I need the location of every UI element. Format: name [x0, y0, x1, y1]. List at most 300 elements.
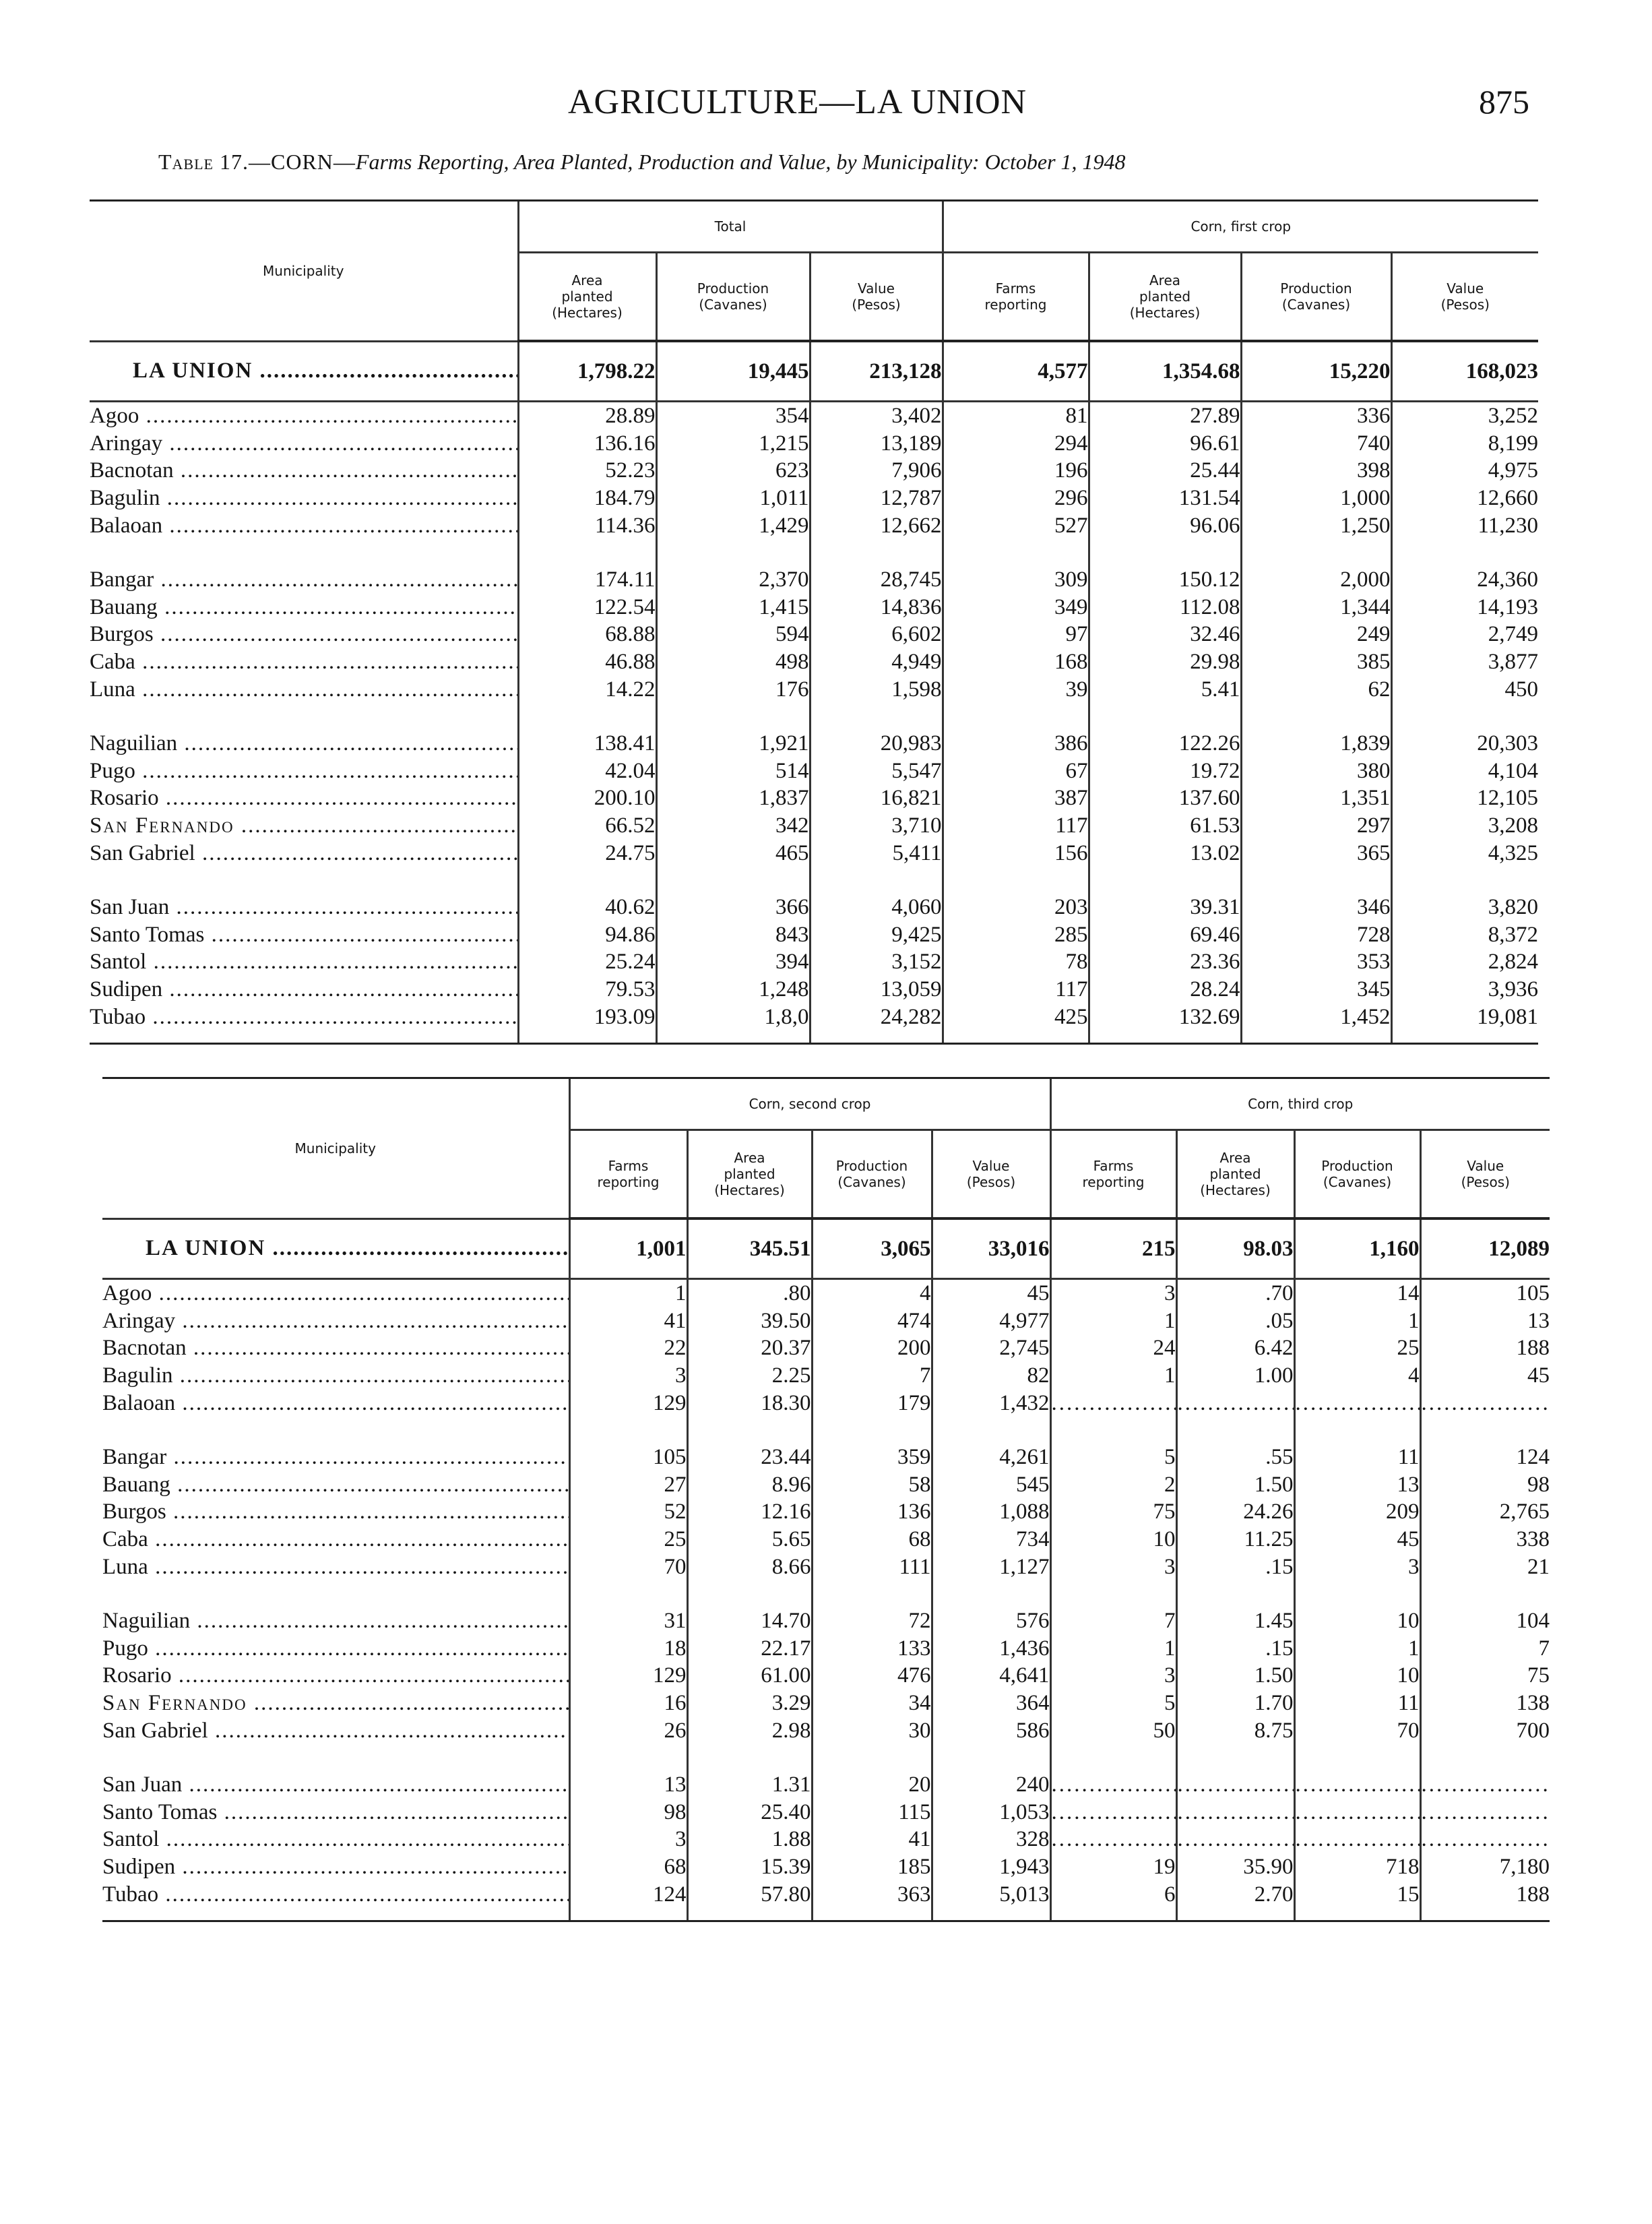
- table-cell: 176: [656, 675, 810, 703]
- table-cell: 4,104: [1391, 758, 1538, 785]
- table-cell: .05: [1176, 1307, 1294, 1335]
- table-row: [90, 921, 1538, 949]
- corn-total-first-crop-table: [90, 199, 1538, 1045]
- table-cell: 18: [569, 1635, 687, 1663]
- table-cell: 4: [1294, 1362, 1420, 1390]
- table-body: [102, 1218, 1550, 1921]
- table-cell: 2,765: [1420, 1498, 1550, 1526]
- empty-cell: [1176, 1799, 1294, 1826]
- table-cell: 3.29: [687, 1690, 812, 1717]
- table-cell: 52: [569, 1498, 687, 1526]
- table-cell: 96.06: [1089, 512, 1241, 539]
- table-cell: 1,088: [932, 1498, 1050, 1526]
- total-row: [90, 341, 1538, 402]
- table-cell: 75: [1420, 1662, 1550, 1690]
- total-group-header: Total: [518, 202, 943, 253]
- municipality-name: Tubao .....: [102, 1882, 569, 1907]
- bottom-rule: [102, 1908, 1550, 1921]
- table-cell: 168,023: [1391, 341, 1538, 402]
- table-cell: 1,415: [656, 594, 810, 621]
- column-header: Value (Pesos): [932, 1130, 1050, 1219]
- municipality-name: Rosario .....: [102, 1663, 569, 1688]
- table-cell: 4,975: [1391, 457, 1538, 485]
- table-cell: 8,372: [1391, 921, 1538, 949]
- municipality-name: Aringay .....: [102, 1309, 569, 1333]
- table-cell: 19,445: [656, 341, 810, 402]
- municipality-name: Sudipen .....: [90, 977, 518, 1001]
- table-cell: 12.16: [687, 1498, 812, 1526]
- table-cell: 22: [569, 1334, 687, 1362]
- table-cell: 1,943: [932, 1853, 1050, 1881]
- table-cell: 69.46: [1089, 921, 1241, 949]
- table-cell: 2,745: [932, 1334, 1050, 1362]
- table-cell: 338: [1420, 1526, 1550, 1553]
- municipality-name: Bangar .....: [102, 1445, 569, 1469]
- empty-cell: [1294, 1771, 1420, 1799]
- bottom-rule: [90, 1030, 1538, 1044]
- table-cell: 82: [932, 1362, 1050, 1390]
- table-cell: 465: [656, 839, 810, 867]
- table-cell: 3: [1050, 1662, 1176, 1690]
- table-cell: 1,921: [656, 730, 810, 758]
- table-cell: 576: [932, 1607, 1050, 1635]
- table-cell: 39: [943, 675, 1089, 703]
- table-cell: 25: [1294, 1334, 1420, 1362]
- table-cell: 24,282: [810, 1003, 943, 1030]
- table-row: [90, 894, 1538, 921]
- table-cell: .15: [1176, 1553, 1294, 1580]
- table-cell: 1.31: [687, 1771, 812, 1799]
- municipality-name: Bagulin .....: [90, 486, 518, 510]
- table-cell: 19,081: [1391, 1003, 1538, 1030]
- table-cell: 4,977: [932, 1307, 1050, 1335]
- table-cell: 6: [1050, 1880, 1176, 1908]
- total-row: [102, 1218, 1550, 1279]
- table-cell: 1.00: [1176, 1362, 1294, 1390]
- table-row: [90, 812, 1538, 840]
- column-header: Production (Cavanes): [812, 1130, 932, 1219]
- table-row: [102, 1362, 1550, 1390]
- empty-cell: [1420, 1771, 1550, 1799]
- table-cell: 13: [1420, 1307, 1550, 1335]
- table-cell: 1,837: [656, 784, 810, 812]
- table-cell: 2,370: [656, 566, 810, 594]
- table-cell: 240: [932, 1771, 1050, 1799]
- municipality-name: Santol .....: [90, 950, 518, 974]
- table-row: [90, 675, 1538, 703]
- table-cell: 185: [812, 1853, 932, 1881]
- column-header: Farms reporting: [1050, 1130, 1176, 1219]
- table-cell: 365: [1241, 839, 1391, 867]
- table-cell: 20,983: [810, 730, 943, 758]
- table-cell: 97: [943, 621, 1089, 648]
- table-cell: 35.90: [1176, 1853, 1294, 1881]
- table-cell: 1,436: [932, 1635, 1050, 1663]
- table-row: [90, 1003, 1538, 1030]
- municipality-name: Bauang .....: [102, 1473, 569, 1497]
- row-spacer: [102, 1744, 1550, 1771]
- municipality-name: Bangar .....: [90, 567, 518, 592]
- municipality-name: San Juan .....: [90, 895, 518, 919]
- table-cell: 98: [569, 1799, 687, 1826]
- table-row: [102, 1444, 1550, 1471]
- table-cell: 13.02: [1089, 839, 1241, 867]
- table-cell: 1,598: [810, 675, 943, 703]
- table-cell: 200: [812, 1334, 932, 1362]
- table-cell: 346: [1241, 894, 1391, 921]
- table-cell: 184.79: [518, 485, 656, 512]
- table-cell: 4,261: [932, 1444, 1050, 1471]
- row-spacer: [90, 539, 1538, 566]
- table-cell: 8.75: [1176, 1717, 1294, 1744]
- table-cell: 6.42: [1176, 1334, 1294, 1362]
- table-cell: 6,602: [810, 621, 943, 648]
- column-header: Value (Pesos): [1391, 253, 1538, 342]
- municipality-name: LA UNION .....: [146, 1236, 569, 1260]
- table-cell: 24.26: [1176, 1498, 1294, 1526]
- table-cell: 72: [812, 1607, 932, 1635]
- table-cell: 1,798.22: [518, 341, 656, 402]
- table-cell: 12,787: [810, 485, 943, 512]
- column-header: Value (Pesos): [810, 253, 943, 342]
- table-cell: 700: [1420, 1717, 1550, 1744]
- table-cell: 3: [1050, 1279, 1176, 1307]
- table-cell: 13: [569, 1771, 687, 1799]
- table-cell: 387: [943, 784, 1089, 812]
- table-cell: 349: [943, 594, 1089, 621]
- municipality-name: San Fernando .....: [102, 1691, 569, 1715]
- empty-cell: [1050, 1771, 1176, 1799]
- table-cell: 78: [943, 948, 1089, 976]
- table-caption-description: Farms Reporting, Area Planted, Production and Value, by Municipality: October 1, 1948: [355, 150, 1126, 174]
- table-row: [102, 1690, 1550, 1717]
- table-cell: 41: [569, 1307, 687, 1335]
- table-cell: .55: [1176, 1444, 1294, 1471]
- table-cell: 363: [812, 1880, 932, 1908]
- municipality-name: Caba .....: [102, 1527, 569, 1551]
- empty-cell: [1420, 1826, 1550, 1853]
- table-row: [90, 566, 1538, 594]
- table-cell: 5,411: [810, 839, 943, 867]
- table-cell: 203: [943, 894, 1089, 921]
- table-cell: 50: [1050, 1717, 1176, 1744]
- municipality-name: Santol .....: [102, 1827, 569, 1851]
- table-cell: 385: [1241, 648, 1391, 676]
- table-cell: 23.36: [1089, 948, 1241, 976]
- municipality-name: LA UNION .....: [133, 359, 518, 383]
- table-row: [90, 948, 1538, 976]
- table-cell: 10: [1050, 1526, 1176, 1553]
- table-cell: 342: [656, 812, 810, 840]
- table-cell: 740: [1241, 430, 1391, 458]
- empty-cell: [1050, 1389, 1176, 1417]
- table-cell: 1: [1294, 1307, 1420, 1335]
- table-cell: 13: [1294, 1471, 1420, 1499]
- empty-cell: [1294, 1826, 1420, 1853]
- table-row: [90, 758, 1538, 785]
- table-cell: 19.72: [1089, 758, 1241, 785]
- table-cell: 213,128: [810, 341, 943, 402]
- empty-cell: [1050, 1826, 1176, 1853]
- table-cell: 79.53: [518, 976, 656, 1003]
- table-cell: 28.24: [1089, 976, 1241, 1003]
- municipality-name: Pugo .....: [90, 759, 518, 783]
- table-cell: 2.70: [1176, 1880, 1294, 1908]
- table-cell: 31: [569, 1607, 687, 1635]
- page-header: [0, 80, 1652, 133]
- table-cell: 5.65: [687, 1526, 812, 1553]
- table-row: [90, 976, 1538, 1003]
- table-row: [102, 1717, 1550, 1744]
- table-cell: 16,821: [810, 784, 943, 812]
- table-cell: 474: [812, 1307, 932, 1335]
- municipality-name: Naguilian .....: [90, 731, 518, 755]
- table-cell: 68.88: [518, 621, 656, 648]
- table-cell: 1,432: [932, 1389, 1050, 1417]
- municipality-name: Rosario .....: [90, 786, 518, 810]
- municipality-name: Naguilian .....: [102, 1609, 569, 1633]
- table-cell: 28,745: [810, 566, 943, 594]
- table-cell: 40.62: [518, 894, 656, 921]
- table-cell: 112.08: [1089, 594, 1241, 621]
- table-cell: 209: [1294, 1498, 1420, 1526]
- table-cell: 39.31: [1089, 894, 1241, 921]
- table-cell: 150.12: [1089, 566, 1241, 594]
- table-cell: 8.66: [687, 1553, 812, 1580]
- municipality-name: Santo Tomas .....: [90, 923, 518, 947]
- running-head: AGRICULTURE—LA UNION: [568, 83, 1027, 121]
- table-cell: 1,354.68: [1089, 341, 1241, 402]
- table-cell: 25.24: [518, 948, 656, 976]
- table-cell: 718: [1294, 1853, 1420, 1881]
- table-cell: 2,000: [1241, 566, 1391, 594]
- table-cell: 27: [569, 1471, 687, 1499]
- table-cell: 398: [1241, 457, 1391, 485]
- table-cell: 168: [943, 648, 1089, 676]
- table-cell: 7: [812, 1362, 932, 1390]
- table-cell: 62: [1241, 675, 1391, 703]
- column-header: Production (Cavanes): [656, 253, 810, 342]
- table-cell: 122.54: [518, 594, 656, 621]
- empty-cell: [1420, 1799, 1550, 1826]
- empty-cell: [1420, 1389, 1550, 1417]
- municipality-name: Luna .....: [90, 677, 518, 702]
- table-cell: 1,839: [1241, 730, 1391, 758]
- municipality-column-header: Municipality: [90, 202, 518, 341]
- column-header: Farms reporting: [569, 1130, 687, 1219]
- table-cell: 136: [812, 1498, 932, 1526]
- table-cell: 129: [569, 1662, 687, 1690]
- table-cell: 1,351: [1241, 784, 1391, 812]
- table-cell: 1,248: [656, 976, 810, 1003]
- table-cell: 4: [812, 1279, 932, 1307]
- table-cell: 13,189: [810, 430, 943, 458]
- table-cell: 1,011: [656, 485, 810, 512]
- table-cell: 105: [569, 1444, 687, 1471]
- table-cell: 364: [932, 1690, 1050, 1717]
- table-cell: 5: [1050, 1690, 1176, 1717]
- table-cell: 450: [1391, 675, 1538, 703]
- municipality-name: San Gabriel .....: [102, 1719, 569, 1743]
- table-cell: 514: [656, 758, 810, 785]
- table-cell: .70: [1176, 1279, 1294, 1307]
- table-cell: 1,160: [1294, 1218, 1420, 1279]
- table-cell: 122.26: [1089, 730, 1241, 758]
- table-cell: 98: [1420, 1471, 1550, 1499]
- table-cell: 1.88: [687, 1826, 812, 1853]
- table-cell: 200.10: [518, 784, 656, 812]
- table-cell: 131.54: [1089, 485, 1241, 512]
- table-cell: 11.25: [1176, 1526, 1294, 1553]
- table-cell: 21: [1420, 1553, 1550, 1580]
- table-cell: 843: [656, 921, 810, 949]
- table-cell: 28.89: [518, 402, 656, 430]
- table-cell: 1,250: [1241, 512, 1391, 539]
- table-row: [90, 512, 1538, 539]
- table-cell: 1,127: [932, 1553, 1050, 1580]
- table-row: [102, 1471, 1550, 1499]
- table-cell: 94.86: [518, 921, 656, 949]
- row-spacer: [90, 867, 1538, 894]
- table-cell: 117: [943, 812, 1089, 840]
- table-cell: 10: [1294, 1662, 1420, 1690]
- table-cell: 3,065: [812, 1218, 932, 1279]
- table-cell: 24,360: [1391, 566, 1538, 594]
- table-cell: 7,180: [1420, 1853, 1550, 1881]
- table-cell: 12,662: [810, 512, 943, 539]
- empty-cell: [1176, 1771, 1294, 1799]
- table-cell: 114.36: [518, 512, 656, 539]
- table-cell: 586: [932, 1717, 1050, 1744]
- table-row: [90, 730, 1538, 758]
- table-cell: 285: [943, 921, 1089, 949]
- table-row: [102, 1307, 1550, 1335]
- table-cell: 58: [812, 1471, 932, 1499]
- table-cell: 2: [1050, 1471, 1176, 1499]
- column-header: Value (Pesos): [1420, 1130, 1550, 1219]
- table-row: [102, 1334, 1550, 1362]
- table-cell: 2.25: [687, 1362, 812, 1390]
- table-cell: 3: [569, 1362, 687, 1390]
- table-body: [90, 341, 1538, 1043]
- table-cell: 15,220: [1241, 341, 1391, 402]
- table-cell: 45: [1294, 1526, 1420, 1553]
- table-cell: 14.70: [687, 1607, 812, 1635]
- table-cell: 29.98: [1089, 648, 1241, 676]
- column-header: Production (Cavanes): [1241, 253, 1391, 342]
- column-header: Area planted (Hectares): [1089, 253, 1241, 342]
- table-cell: 380: [1241, 758, 1391, 785]
- empty-cell: [1176, 1389, 1294, 1417]
- table-cell: 138.41: [518, 730, 656, 758]
- table-row: [90, 430, 1538, 458]
- table-cell: 124: [569, 1880, 687, 1908]
- table-cell: 11: [1294, 1444, 1420, 1471]
- table-cell: 12,660: [1391, 485, 1538, 512]
- municipality-name: Aringay .....: [90, 431, 518, 456]
- table-cell: 61.53: [1089, 812, 1241, 840]
- table-row: [90, 648, 1538, 676]
- municipality-column-header: Municipality: [102, 1079, 569, 1218]
- table-cell: 45: [1420, 1362, 1550, 1390]
- table-cell: 309: [943, 566, 1089, 594]
- table-cell: 14.22: [518, 675, 656, 703]
- table-cell: 328: [932, 1826, 1050, 1853]
- table-cell: 22.17: [687, 1635, 812, 1663]
- column-header: Farms reporting: [943, 253, 1089, 342]
- municipality-name: Bagulin .....: [102, 1363, 569, 1388]
- table-cell: 527: [943, 512, 1089, 539]
- table-cell: 39.50: [687, 1307, 812, 1335]
- table-cell: 1,8,0: [656, 1003, 810, 1030]
- table-cell: 96.61: [1089, 430, 1241, 458]
- table-cell: 425: [943, 1003, 1089, 1030]
- table-row: [102, 1771, 1550, 1799]
- table-cell: 3,252: [1391, 402, 1538, 430]
- municipality-name: Santo Tomas .....: [102, 1800, 569, 1824]
- table-cell: 68: [569, 1853, 687, 1881]
- table-cell: 81: [943, 402, 1089, 430]
- table-cell: 1: [1294, 1635, 1420, 1663]
- row-spacer: [102, 1417, 1550, 1444]
- table-cell: 1,344: [1241, 594, 1391, 621]
- table-cell: 25: [569, 1526, 687, 1553]
- municipality-name: Burgos .....: [90, 622, 518, 646]
- table-cell: 13,059: [810, 976, 943, 1003]
- table-cell: 7,906: [810, 457, 943, 485]
- table-cell: 296: [943, 485, 1089, 512]
- table-cell: 1,429: [656, 512, 810, 539]
- table-cell: 3: [569, 1826, 687, 1853]
- table-cell: 12,089: [1420, 1218, 1550, 1279]
- table-cell: 20.37: [687, 1334, 812, 1362]
- table-cell: 1.50: [1176, 1662, 1294, 1690]
- table-cell: 215: [1050, 1218, 1176, 1279]
- table-cell: 12,105: [1391, 784, 1538, 812]
- table-cell: 23.44: [687, 1444, 812, 1471]
- column-header: Area planted (Hectares): [518, 253, 656, 342]
- table-cell: 3,710: [810, 812, 943, 840]
- table-cell: 3,208: [1391, 812, 1538, 840]
- table-cell: 45: [932, 1279, 1050, 1307]
- municipality-name: Bacnotan .....: [90, 458, 518, 483]
- table-row: [90, 594, 1538, 621]
- table-cell: 3,152: [810, 948, 943, 976]
- table-row: [102, 1853, 1550, 1881]
- table-cell: 20,303: [1391, 730, 1538, 758]
- table-cell: 42.04: [518, 758, 656, 785]
- table-cell: 15.39: [687, 1853, 812, 1881]
- table-cell: 1,053: [932, 1799, 1050, 1826]
- table-cell: .15: [1176, 1635, 1294, 1663]
- column-header: Area planted (Hectares): [687, 1130, 812, 1219]
- table-cell: 3,820: [1391, 894, 1538, 921]
- table-cell: 8.96: [687, 1471, 812, 1499]
- table-cell: 124: [1420, 1444, 1550, 1471]
- table-row: [102, 1526, 1550, 1553]
- table-cell: 136.16: [518, 430, 656, 458]
- row-spacer: [90, 703, 1538, 730]
- municipality-name: San Juan .....: [102, 1772, 569, 1797]
- table-cell: 1,000: [1241, 485, 1391, 512]
- table-cell: 34: [812, 1690, 932, 1717]
- table-cell: 2,824: [1391, 948, 1538, 976]
- municipality-name: San Fernando .....: [90, 813, 518, 838]
- table-cell: 1.50: [1176, 1471, 1294, 1499]
- table-cell: 3,936: [1391, 976, 1538, 1003]
- table-cell: 11: [1294, 1690, 1420, 1717]
- table-cell: 115: [812, 1799, 932, 1826]
